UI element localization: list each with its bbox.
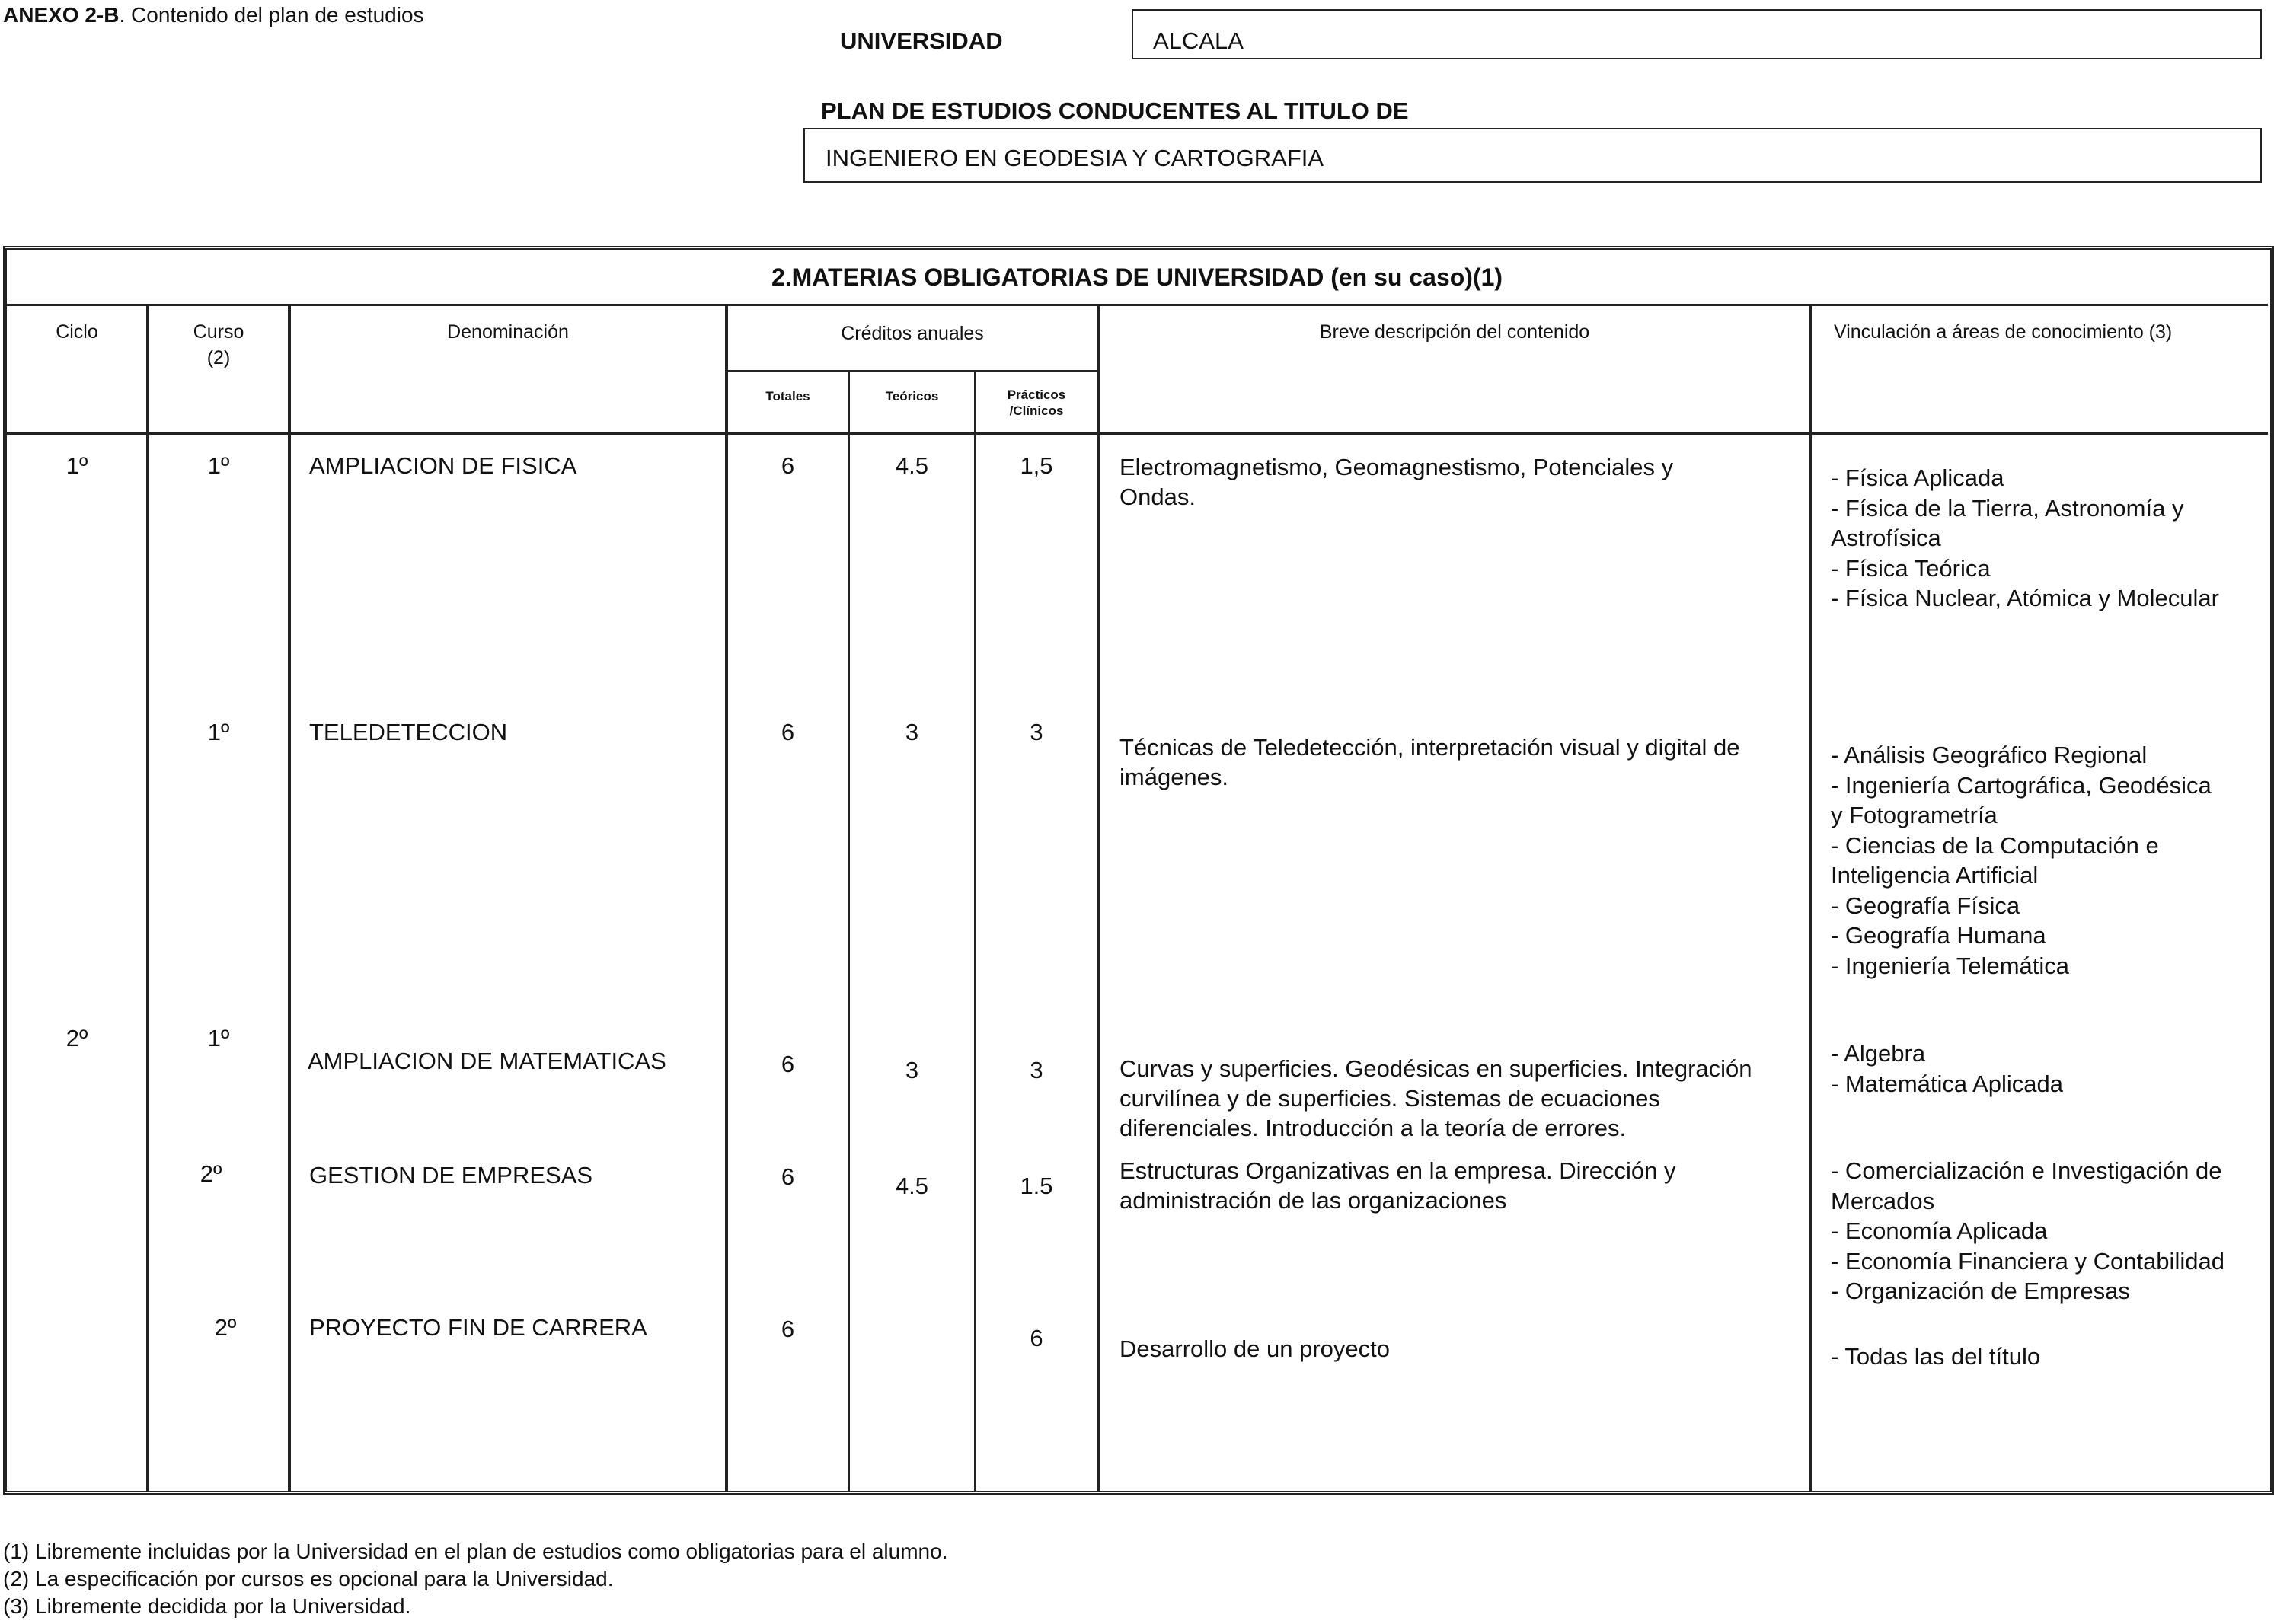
row4-practicos: 1.5 bbox=[1020, 1173, 1053, 1199]
header-curso-note: (2) bbox=[206, 347, 231, 369]
description-line: curvilínea y de superficies. Sistemas de ecuaciones bbox=[1119, 1085, 1660, 1112]
header-practicos-line1: Prácticos bbox=[1007, 388, 1066, 402]
header-curso: Curso bbox=[193, 321, 244, 343]
divider bbox=[146, 304, 149, 1491]
area-line: - Ingeniería Telemática bbox=[1831, 952, 2070, 979]
divider bbox=[6, 432, 2268, 435]
row5-description bbox=[1119, 1334, 1390, 1364]
row5-areas bbox=[1831, 1342, 2040, 1372]
annex-heading bbox=[3, 3, 424, 27]
description-line: administración de las organizaciones bbox=[1119, 1187, 1507, 1214]
header-totales: Totales bbox=[765, 389, 810, 404]
description-line: Electromagnetismo, Geomagnestismo, Potenciales y bbox=[1119, 454, 1674, 480]
area-line: - Todas las del título bbox=[1831, 1343, 2041, 1370]
footnote-2: (2) La especificación por cursos es opcional para la Universidad. bbox=[3, 1567, 614, 1590]
area-line: - Física Teórica bbox=[1831, 554, 1991, 582]
header-teoricos: Teóricos bbox=[885, 389, 939, 404]
row2-areas bbox=[1831, 740, 2212, 981]
area-line: - Ciencias de la Computación e bbox=[1831, 831, 2159, 859]
description-line: Curvas y superficies. Geodésicas en superficies. Integración bbox=[1119, 1055, 1752, 1082]
divider bbox=[1809, 304, 1812, 1491]
row2-description bbox=[1119, 732, 1740, 792]
area-line: - Matemática Aplicada bbox=[1831, 1070, 2063, 1097]
row5-name: PROYECTO FIN DE CARRERA bbox=[309, 1314, 647, 1341]
row1-areas bbox=[1831, 463, 2219, 614]
header-practicos bbox=[976, 387, 1097, 419]
header-practicos-line2: /Clínicos bbox=[1009, 404, 1064, 418]
university-value: ALCALA bbox=[1132, 9, 2262, 59]
description-line: Ondas. bbox=[1119, 483, 1196, 510]
university-label: UNIVERSIDAD bbox=[840, 27, 1003, 54]
row1-totales: 6 bbox=[781, 452, 795, 479]
area-line: Mercados bbox=[1831, 1187, 1935, 1214]
description-line: Estructuras Organizativas en la empresa. Dirección y bbox=[1119, 1157, 1676, 1184]
footnote-1: (1) Libremente incluidas por la Universidad en el plan de estudios como obligatorias para el alumno. bbox=[3, 1539, 948, 1563]
area-line: - Organización de Empresas bbox=[1831, 1278, 2130, 1304]
area-line: Inteligencia Artificial bbox=[1831, 862, 2039, 889]
row5-curso: 2º bbox=[214, 1314, 237, 1341]
row2-practicos: 3 bbox=[1030, 719, 1043, 745]
description-line: Técnicas de Teledetección, interpretación visual y digital de bbox=[1119, 734, 1740, 761]
area-line: y Fotogrametría bbox=[1831, 802, 1998, 828]
annex-number: ANEXO 2-B bbox=[3, 3, 120, 27]
plan-label: PLAN DE ESTUDIOS CONDUCENTES AL TITULO DE bbox=[821, 97, 1409, 124]
row4-name: GESTION DE EMPRESAS bbox=[309, 1162, 593, 1188]
annex-subtitle: . Contenido del plan de estudios bbox=[119, 3, 424, 27]
row3-name: AMPLIACION DE MATEMATICAS bbox=[308, 1048, 666, 1074]
area-line: - Ingeniería Cartográfica, Geodésica bbox=[1831, 771, 2212, 799]
row3-practicos: 3 bbox=[1030, 1057, 1043, 1083]
row2-name: TELEDETECCION bbox=[309, 719, 508, 745]
row4-totales: 6 bbox=[781, 1163, 795, 1190]
divider bbox=[974, 370, 976, 1491]
row1-name: AMPLIACION DE FISICA bbox=[309, 452, 577, 479]
divider bbox=[727, 370, 1097, 372]
row2-teoricos: 3 bbox=[905, 719, 919, 745]
row3-ciclo: 2º bbox=[65, 1025, 88, 1051]
description-line: diferenciales. Introducción a la teoría de errores. bbox=[1119, 1115, 1627, 1141]
row4-areas bbox=[1831, 1156, 2224, 1307]
divider bbox=[6, 304, 2268, 306]
description-line: Desarrollo de un proyecto bbox=[1119, 1335, 1390, 1362]
header-ciclo: Ciclo bbox=[56, 321, 98, 343]
row3-curso: 1º bbox=[207, 1025, 230, 1051]
row2-curso: 1º bbox=[207, 719, 230, 745]
divider bbox=[725, 304, 728, 1491]
area-line: - Comercialización e Investigación de bbox=[1831, 1157, 2222, 1184]
row2-totales: 6 bbox=[781, 719, 795, 745]
area-line: - Física de la Tierra, Astronomía y bbox=[1831, 494, 2184, 522]
row4-curso: 2º bbox=[200, 1160, 222, 1187]
row4-teoricos: 4.5 bbox=[895, 1173, 929, 1199]
area-line: - Geografía Física bbox=[1831, 892, 2020, 919]
divider bbox=[1097, 304, 1100, 1491]
row3-description bbox=[1119, 1054, 1752, 1143]
header-descripcion: Breve descripción del contenido bbox=[1319, 321, 1590, 343]
row1-practicos: 1,5 bbox=[1020, 452, 1053, 479]
row5-totales: 6 bbox=[781, 1316, 795, 1342]
table-title: 2.MATERIAS OBLIGATORIAS DE UNIVERSIDAD (en su caso)(1) bbox=[771, 263, 1503, 291]
divider bbox=[288, 304, 291, 1491]
area-line: - Economía Aplicada bbox=[1831, 1217, 2048, 1244]
row4-description bbox=[1119, 1156, 1676, 1215]
row3-teoricos: 3 bbox=[905, 1057, 919, 1083]
row1-teoricos: 4.5 bbox=[895, 452, 929, 479]
header-denominacion: Denominación bbox=[447, 321, 569, 343]
row1-description bbox=[1119, 452, 1673, 512]
header-creditos: Créditos anuales bbox=[841, 323, 984, 344]
area-line: - Economía Financiera y Contabilidad bbox=[1831, 1247, 2224, 1275]
description-line: imágenes. bbox=[1119, 764, 1229, 790]
row3-totales: 6 bbox=[781, 1051, 795, 1077]
row1-ciclo: 1º bbox=[65, 452, 88, 479]
area-line: - Física Nuclear, Atómica y Molecular bbox=[1831, 585, 2219, 611]
row1-curso: 1º bbox=[207, 452, 230, 479]
area-line: - Geografía Humana bbox=[1831, 922, 2046, 949]
divider bbox=[848, 370, 850, 1491]
footnote-3: (3) Libremente decidida por la Universidad. bbox=[3, 1594, 411, 1618]
header-vinculacion: Vinculación a áreas de conocimiento (3) bbox=[1834, 321, 2173, 343]
area-line: - Física Aplicada bbox=[1831, 464, 2004, 491]
row5-practicos: 6 bbox=[1030, 1325, 1043, 1351]
area-line: - Algebra bbox=[1831, 1040, 1926, 1067]
area-line: - Análisis Geográfico Regional bbox=[1831, 742, 2148, 768]
row3-areas bbox=[1831, 1039, 2063, 1099]
plan-value: INGENIERO EN GEODESIA Y CARTOGRAFIA bbox=[803, 128, 2262, 183]
area-line: Astrofísica bbox=[1831, 525, 1941, 551]
